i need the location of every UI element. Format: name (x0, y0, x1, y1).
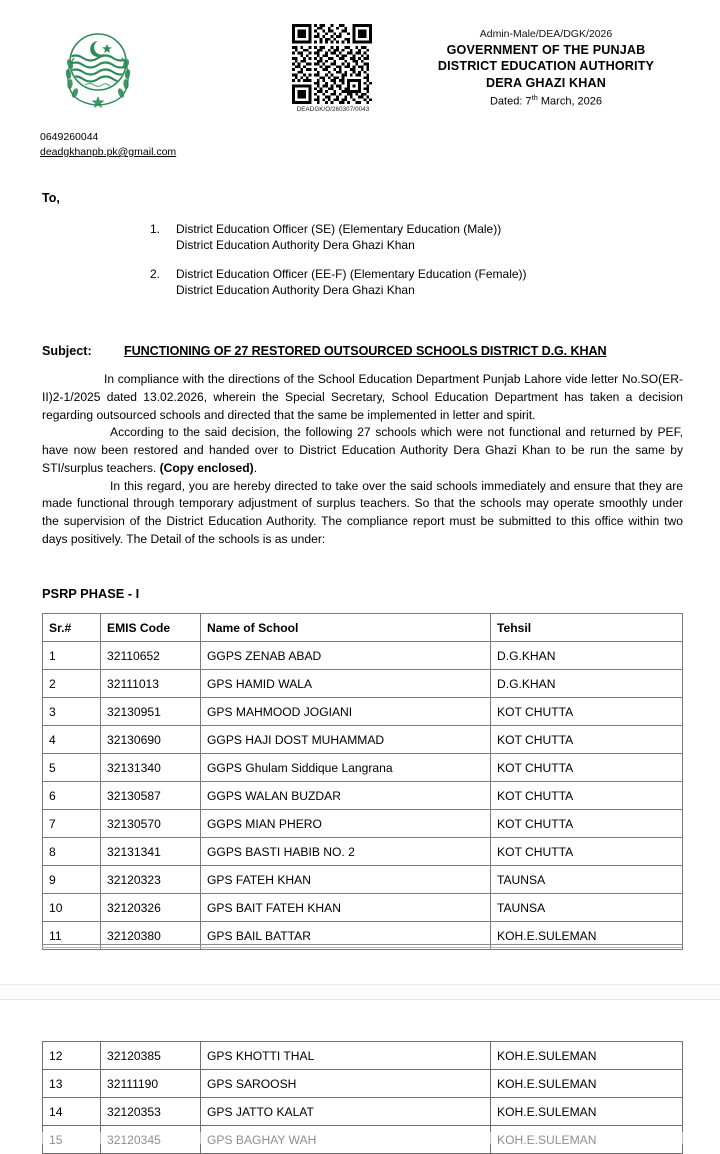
district-line: DERA GHAZI KHAN (485, 76, 607, 91)
table-row (43, 866, 683, 894)
phone-number: 0649260044 (40, 131, 99, 143)
cell-tehsil: KOT CHUTTA (491, 782, 683, 810)
table-row (43, 838, 683, 866)
cell-name: GPS KHOTTI THAL (201, 1042, 491, 1070)
cell-emis: 32131341 (101, 838, 201, 866)
cell-name: GPS FATEH KHAN (201, 866, 491, 894)
letter-date (396, 93, 696, 109)
cell-sr: 11 (43, 922, 101, 950)
cell-emis: 32130951 (101, 698, 201, 726)
cell-emis: 32131340 (101, 754, 201, 782)
table-row (43, 670, 683, 698)
table-row (43, 1042, 683, 1070)
email-address[interactable]: deadgkhanpb.pk@gmail.com (40, 145, 177, 158)
cell-tehsil: KOT CHUTTA (491, 726, 683, 754)
table-row (43, 698, 683, 726)
table-row (43, 1070, 683, 1098)
addressee-office: District Education Authority Dera Ghazi Khan (176, 238, 415, 253)
cell-sr: 6 (43, 782, 101, 810)
cell-sr: 7 (43, 810, 101, 838)
table-row (43, 1098, 683, 1126)
cell-emis: 32130587 (101, 782, 201, 810)
viewport-clip-mask (0, 1132, 720, 1144)
cell-emis: 32130570 (101, 810, 201, 838)
office-identity-block (396, 28, 696, 109)
paragraph-2-after: . (253, 460, 258, 475)
copy-enclosed-emphasis: (Copy enclosed) (159, 460, 254, 475)
punjab-government-emblem-icon (52, 22, 144, 114)
cell-tehsil: KOH.E.SULEMAN (491, 922, 683, 950)
column-header-tehsil: Tehsil (491, 614, 683, 642)
cell-name: GPS HAMID WALA (201, 670, 491, 698)
column-header-emis: EMIS Code (101, 614, 201, 642)
cell-tehsil: KOH.E.SULEMAN (491, 1070, 683, 1098)
cell-name: GGPS Ghulam Siddique Langrana (201, 754, 491, 782)
cell-name: GGPS BASTI HABIB NO. 2 (201, 838, 491, 866)
cell-emis: 32120323 (101, 866, 201, 894)
cell-name: GPS SAROOSH (201, 1070, 491, 1098)
schools-table-body-page1 (43, 642, 683, 950)
paragraph-1: In compliance with the directions of the School Education Department Punjab Lahore vide letter No.SO(ER-II)2-1/2025 dated 13.02.2026, wherein the Special Secretary, School Education Department has taken a decision regarding outsourced schools and directed that the same be implemented in letter and spirit. (42, 372, 683, 422)
cell-tehsil: KOH.E.SULEMAN (491, 1098, 683, 1126)
table-row (43, 894, 683, 922)
cell-sr: 8 (43, 838, 101, 866)
list-item (150, 266, 680, 298)
subject-text: FUNCTIONING OF 27 RESTORED OUTSOURCED SCHOOLS DISTRICT D.G. KHAN (124, 344, 607, 358)
reference-number: Admin-Male/DEA/DGK/2026 (479, 28, 613, 40)
list-item (150, 221, 680, 253)
cell-sr: 5 (43, 754, 101, 782)
government-line: GOVERNMENT OF THE PUNJAB (446, 42, 646, 57)
cell-sr: 14 (43, 1098, 101, 1126)
addressee-title: District Education Officer (SE) (Elementary Education (Male)) (176, 222, 502, 236)
cell-sr: 9 (43, 866, 101, 894)
table-bottom-edge (42, 944, 682, 948)
paragraph-2 (42, 424, 683, 477)
column-header-sr: Sr.# (43, 614, 101, 642)
table-row (43, 782, 683, 810)
cell-tehsil: KOT CHUTTA (491, 810, 683, 838)
cell-name: GPS BAIT FATEH KHAN (201, 894, 491, 922)
cell-name: GGPS ZENAB ABAD (201, 642, 491, 670)
paragraph-2-before: According to the said decision, the following 27 schools which were not functional and returned by PEF, have now been restored and handed over to District Education Authority Dera Ghazi Khan to be run the same by STI/surplus teachers. (42, 425, 683, 475)
cell-tehsil: KOT CHUTTA (491, 698, 683, 726)
addressee-office: District Education Authority Dera Ghazi Khan (176, 283, 415, 298)
cell-emis: 32120380 (101, 922, 201, 950)
cell-sr: 12 (43, 1042, 101, 1070)
cell-emis: 32120353 (101, 1098, 201, 1126)
page-break-separator (0, 984, 720, 1000)
date-suffix: March, 2026 (537, 95, 603, 108)
table-row (43, 810, 683, 838)
addressee-number: 2. (150, 267, 161, 282)
cell-name: GPS JATTO KALAT (201, 1098, 491, 1126)
contact-block (40, 130, 176, 160)
addressee-list (150, 221, 680, 311)
qr-code-icon (292, 24, 372, 104)
cell-sr: 1 (43, 642, 101, 670)
table-header-row (43, 614, 683, 642)
phase-label: PSRP PHASE - I (42, 586, 140, 601)
qr-code-block (292, 24, 374, 113)
table-row (43, 642, 683, 670)
cell-emis: 32111190 (101, 1070, 201, 1098)
paragraph-3: In this regard, you are hereby directed to take over the said schools immediately and ensure that they are made functional through temporary adjustment of surplus teachers. So that the schools may operate smoothly under the supervision of the District Education Authority. The compliance report must be submitted to this office within two days positively. The Detail of the schools is as under: (42, 478, 683, 546)
addressee-lines (176, 221, 501, 253)
cell-name: GGPS HAJI DOST MUHAMMAD (201, 726, 491, 754)
cell-name: GGPS WALAN BUZDAR (201, 782, 491, 810)
cell-name: GPS MAHMOOD JOGIANI (201, 698, 491, 726)
column-header-name: Name of School (201, 614, 491, 642)
cell-tehsil: KOT CHUTTA (491, 754, 683, 782)
cell-name: GGPS MIAN PHERO (201, 810, 491, 838)
qr-caption: DEADGK/O/260307/0043 (296, 106, 370, 113)
authority-line: DISTRICT EDUCATION AUTHORITY (437, 59, 655, 74)
cell-sr: 3 (43, 698, 101, 726)
addressee-lines (176, 266, 527, 298)
schools-table-page1 (42, 613, 683, 950)
table-row (43, 754, 683, 782)
date-ordinal: th (531, 92, 538, 102)
table-row (43, 726, 683, 754)
to-label: To, (42, 191, 60, 205)
letter-body (42, 371, 683, 549)
cell-sr: 13 (43, 1070, 101, 1098)
cell-emis: 32110652 (101, 642, 201, 670)
cell-emis: 32111013 (101, 670, 201, 698)
cell-tehsil: D.G.KHAN (491, 670, 683, 698)
addressee-title: District Education Officer (EE-F) (Elementary Education (Female)) (176, 267, 527, 282)
cell-tehsil: KOT CHUTTA (491, 838, 683, 866)
cell-tehsil: D.G.KHAN (491, 642, 683, 670)
subject-label: Subject: (42, 344, 92, 358)
cell-emis: 32120326 (101, 894, 201, 922)
date-prefix: Dated: 7 (489, 95, 532, 108)
cell-emis: 32130690 (101, 726, 201, 754)
cell-tehsil: KOH.E.SULEMAN (491, 1042, 683, 1070)
cell-name: GPS BAIL BATTAR (201, 922, 491, 950)
cell-tehsil: TAUNSA (491, 894, 683, 922)
cell-sr: 10 (43, 894, 101, 922)
cell-emis: 32120385 (101, 1042, 201, 1070)
cell-sr: 4 (43, 726, 101, 754)
subject-row (42, 344, 682, 358)
cell-tehsil: TAUNSA (491, 866, 683, 894)
addressee-number: 1. (150, 222, 161, 236)
cell-sr: 2 (43, 670, 101, 698)
letterhead (0, 0, 720, 132)
